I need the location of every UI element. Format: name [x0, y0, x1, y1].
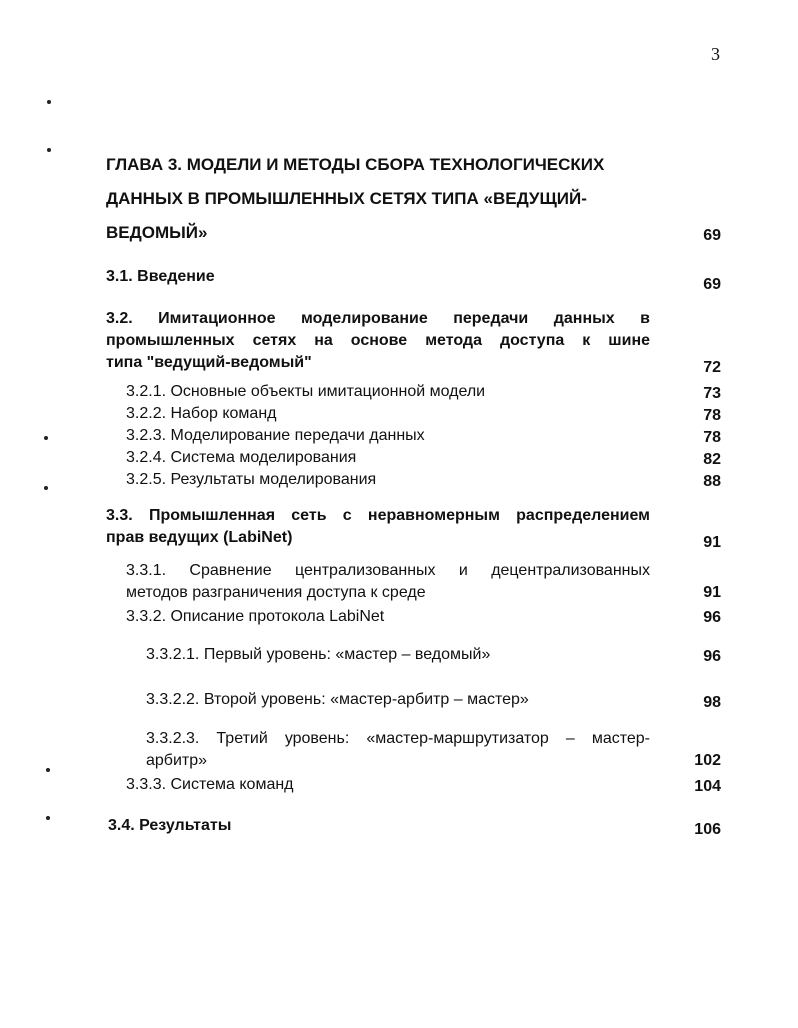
- section-3-2-page: 72: [703, 359, 721, 376]
- page-number: 3: [711, 44, 720, 64]
- subsection-3-3-2-title: 3.3.2. Описание протокола LabiNet: [126, 608, 385, 625]
- margin-dot: [47, 148, 51, 152]
- subsection-3-2-1-title: 3.2.1. Основные объекты имитационной модели: [126, 383, 486, 400]
- chapter-title: [106, 148, 666, 250]
- subsection-3-2-5-title: 3.2.5. Результаты моделирования: [126, 471, 377, 488]
- subsection-3-3-2-1-title: 3.3.2.1. Первый уровень: «мастер – ведомый»: [146, 646, 491, 663]
- section-3-2-line: типа "ведущий-ведомый": [106, 354, 312, 371]
- subsection-3-3-1-line: методов разграничения доступа к среде: [126, 584, 426, 601]
- margin-dot: [46, 768, 50, 772]
- subsection-3-3-2-3-line: 3.3.2.3. Третий уровень: «мастер-маршрутизатор – мастер-: [146, 730, 650, 747]
- subsection-3-3-2-2-page: 98: [703, 694, 721, 711]
- subsection-3-3-1-title: [126, 560, 650, 604]
- subsection-3-3-1-page: 91: [703, 584, 721, 601]
- chapter-title-line: ДАННЫХ В ПРОМЫШЛЕННЫХ СЕТЯХ ТИПА «ВЕДУЩИЙ-: [106, 189, 587, 208]
- section-3-2-title: [106, 308, 650, 374]
- section-3-3-line: прав ведущих (LabiNet): [106, 529, 293, 546]
- subsection-3-3-2-3-line: арбитр»: [146, 752, 208, 769]
- subsection-3-3-2-page: 96: [703, 609, 721, 626]
- chapter-title-line: ГЛАВА 3. МОДЕЛИ И МЕТОДЫ СБОРА ТЕХНОЛОГИЧЕСКИХ: [106, 155, 605, 174]
- subsection-3-3-1-line: 3.3.1. Сравнение централизованных и децентрализованных: [126, 562, 650, 579]
- subsection-3-2-4-page: 82: [703, 451, 721, 468]
- subsection-3-2-3-title: 3.2.3. Моделирование передачи данных: [126, 427, 425, 444]
- section-3-4-page: 106: [694, 821, 721, 838]
- chapter-page: 69: [703, 227, 721, 244]
- section-3-2-line: 3.2. Имитационное моделирование передачи данных в: [106, 310, 650, 327]
- chapter-title-line: ВЕДОМЫЙ»: [106, 223, 208, 242]
- subsection-3-2-3-page: 78: [703, 429, 721, 446]
- margin-dot: [47, 100, 51, 104]
- section-3-2-line: промышленных сетях на основе метода доступа к шине: [106, 332, 650, 349]
- section-3-1-title: 3.1. Введение: [106, 268, 215, 285]
- subsection-3-2-4-title: 3.2.4. Система моделирования: [126, 449, 357, 466]
- margin-dot: [44, 436, 48, 440]
- subsection-3-3-3-title: 3.3.3. Система команд: [126, 776, 294, 793]
- section-3-4-title: 3.4. Результаты: [108, 817, 232, 834]
- subsection-3-2-5-page: 88: [703, 473, 721, 490]
- section-3-1-page: 69: [703, 276, 721, 293]
- margin-dot: [46, 816, 50, 820]
- section-3-3-page: 91: [703, 534, 721, 551]
- subsection-3-3-2-1-page: 96: [703, 648, 721, 665]
- margin-dot: [44, 486, 48, 490]
- subsection-3-2-1-page: 73: [703, 385, 721, 402]
- subsection-3-3-2-3-title: [146, 728, 650, 772]
- subsection-3-2-2-title: 3.2.2. Набор команд: [126, 405, 277, 422]
- section-3-3-line: 3.3. Промышленная сеть с неравномерным распределением: [106, 507, 650, 524]
- subsection-3-2-2-page: 78: [703, 407, 721, 424]
- subsection-3-3-2-3-page: 102: [694, 752, 721, 769]
- section-3-3-title: [106, 505, 650, 549]
- subsection-3-3-2-2-title: 3.3.2.2. Второй уровень: «мастер-арбитр – мастер»: [146, 691, 529, 708]
- subsection-3-3-3-page: 104: [694, 778, 721, 795]
